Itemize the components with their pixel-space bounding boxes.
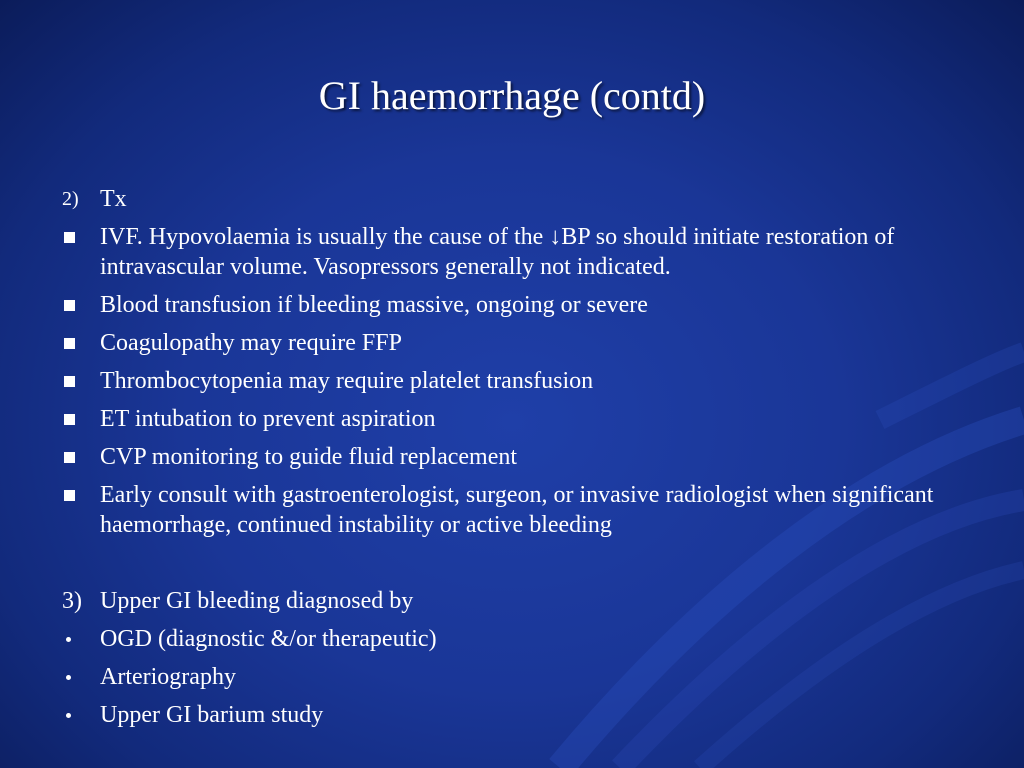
slide-content <box>62 184 962 738</box>
list-item <box>62 480 962 540</box>
list-item <box>62 404 962 434</box>
section-2-heading <box>62 184 962 214</box>
list-item <box>62 366 962 396</box>
section-2-number: 2) <box>62 188 79 210</box>
section-3-heading-text: Upper GI bleeding diagnosed by <box>100 588 414 614</box>
list-item <box>62 662 962 692</box>
list-item-text: CVP monitoring to guide fluid replacement <box>100 444 518 470</box>
list-item-text: ET intubation to prevent aspiration <box>100 406 436 432</box>
list-item-text: Coagulopathy may require FFP <box>100 330 402 356</box>
list-item-text: Blood transfusion if bleeding massive, ongoing or severe <box>100 292 648 318</box>
list-item <box>62 624 962 654</box>
list-item-text: Early consult with gastroenterologist, surgeon, or invasive radiologist when significant haemorrhage, continued instability or active bleeding <box>100 482 934 538</box>
slide-title: GI haemorrhage (contd) <box>318 73 706 118</box>
list-item-text: IVF. Hypovolaemia is usually the cause of the ↓BP so should initiate restoration of intravascular volume. Vasopressors generally not indicated. <box>100 224 895 280</box>
section-3-number: 3) <box>62 588 82 614</box>
list-item-text: OGD (diagnostic &/or therapeutic) <box>100 626 437 652</box>
list-item-text: Upper GI barium study <box>100 702 324 728</box>
list-item-text: Arteriography <box>100 664 236 690</box>
list-item <box>62 222 962 282</box>
section-3-heading <box>62 586 962 616</box>
list-item <box>62 328 962 358</box>
list-item <box>62 290 962 320</box>
section-spacer <box>62 548 962 586</box>
list-item <box>62 442 962 472</box>
section-2-heading-text: Tx <box>100 186 127 212</box>
list-item <box>62 700 962 730</box>
list-item-text: Thrombocytopenia may require platelet transfusion <box>100 368 594 394</box>
